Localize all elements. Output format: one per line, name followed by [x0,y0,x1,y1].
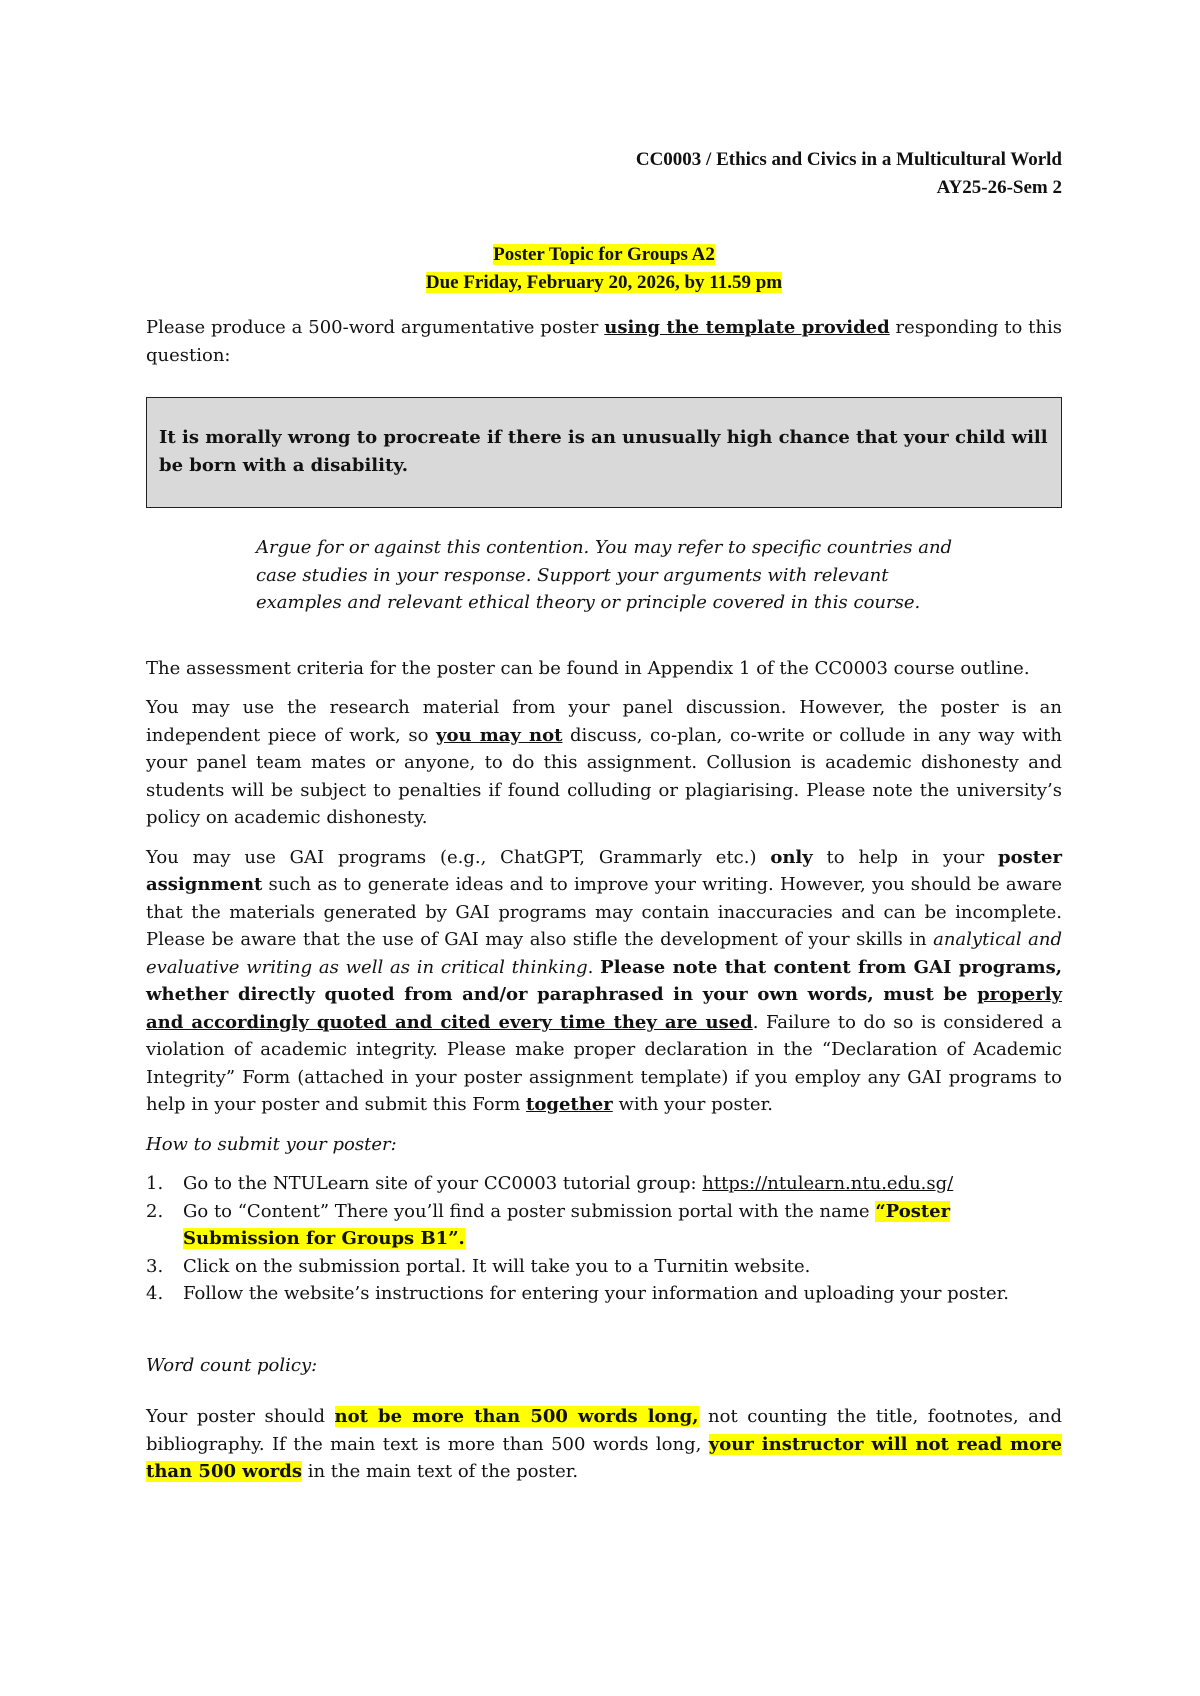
guidance-text: Argue for or against this contention. You may refer to specific countries and case studies in your response. Support your arguments with relevant examples and relevant ethical theory or principle covered in this course. [256,537,953,613]
only-emphasis: only [770,846,813,868]
may-not-emphasis: you may not [436,724,563,746]
topic-title [146,241,1062,269]
panel-paragraph [146,694,1062,832]
gai-bold-note: Please note that content from GAI programs, whether directly quoted from and/or paraphrased in your own words, must be [146,956,1062,1005]
step-number: 4. [146,1283,164,1304]
gai-text-4: . [587,956,601,978]
panel-text-1: You may use the research material from your panel discussion. However, the poster is an independent piece of work, so [146,697,1062,746]
instructor-limit-highlight: your instructor will not read more than 500 words [146,1433,1063,1482]
semester-label: AY25-26-Sem 2 [936,176,1062,198]
gai-text-1: You may use GAI programs (e.g., ChatGPT, Grammarly etc.) [146,846,771,868]
question-box: It is morally wrong to procreate if there is an unusually high chance that your child will be born with a disability. [146,397,1062,508]
course-title: CC0003 / Ethics and Civics in a Multicultural World [635,149,1062,170]
wordcount-heading: Word count policy: [146,1354,318,1376]
gai-paragraph [146,844,1062,1119]
panel-text-2: discuss, co-plan, co-write or collude in any way with your panel team mates or anyone, to do this assignment. Collusion is academic dishonesty and students will be subject to penalties if found colluding or plagiarising. Please note the university’s policy on academic dishonesty. [146,724,1062,828]
step-text: Follow the website’s instructions for entering your information and uploading your poster. [183,1283,1009,1304]
submit-step-2 [146,1198,1062,1253]
step-text: Go to “Content” There you’ll find a poster submission portal with the name [183,1200,876,1222]
poster-assignment-emphasis: poster assignment [146,846,1062,895]
gai-text-2: to help in your [812,846,999,868]
submit-steps-list [146,1170,1062,1308]
template-emphasis: using the template provided [604,317,890,338]
document-body [146,146,1062,1486]
intro-text-2: responding to this question: [146,317,1062,366]
step-number: 1. [146,1173,164,1194]
due-date-text: Due Friday, February 20, 2026, by 11.59 pm [425,271,783,293]
submit-step-4 [146,1280,1062,1308]
due-date [146,269,1062,297]
submit-step-1 [146,1170,1062,1198]
intro-text-1: Please produce a 500-word argumentative poster [146,317,605,338]
wordcount-text-2: not counting the title, footnotes, and bibliography. If the main text is more than 500 words long, [146,1406,1062,1455]
gai-text-3: such as to generate ideas and to improve your writing. However, you should be aware that the materials generated by GAI programs may contain inaccuracies and can be incomplete. Please be aware that the use of GAI may also stifle the development of your skills in [146,874,1062,950]
word-limit-highlight: not be more than 500 words long, [334,1406,699,1427]
together-emphasis: together [526,1094,613,1115]
step-text: Go to the NTULearn site of your CC0003 tutorial group: [183,1173,703,1194]
submit-step-3 [146,1253,1062,1281]
portal-name-highlight: “Poster Submission for Groups B1”. [183,1200,951,1249]
intro-paragraph [146,314,1062,369]
ntulearn-link[interactable]: https://ntulearn.ntu.edu.sg/ [702,1173,954,1194]
wordcount-text-1: Your poster should [146,1406,335,1427]
skills-italic: analytical and evaluative writing as well as in critical thinking [146,929,1063,978]
wordcount-paragraph [146,1403,1062,1486]
step-number: 3. [146,1255,164,1277]
gai-text-6: with your poster. [612,1094,773,1115]
gai-citation-emphasis: properly and accordingly quoted and cited every time they are used [146,984,1062,1033]
step-text: Click on the submission portal. It will take you to a Turnitin website. [183,1255,811,1277]
criteria-paragraph: The assessment criteria for the poster can be found in Appendix 1 of the CC0003 course outline. [146,657,1030,679]
submit-heading: How to submit your poster: [146,1133,397,1155]
wordcount-text-3: in the main text of the poster. [301,1461,579,1482]
gai-text-5: . Failure to do so is considered a violation of academic integrity. Please make proper declaration in the “Declaration of Academic Integrity” Form (attached in your poster assignment template) if you employ any GAI programs to help in your poster and submit this Form [146,1011,1062,1115]
topic-title-text: Poster Topic for Groups A2 [493,244,715,265]
step-number: 2. [146,1200,164,1222]
